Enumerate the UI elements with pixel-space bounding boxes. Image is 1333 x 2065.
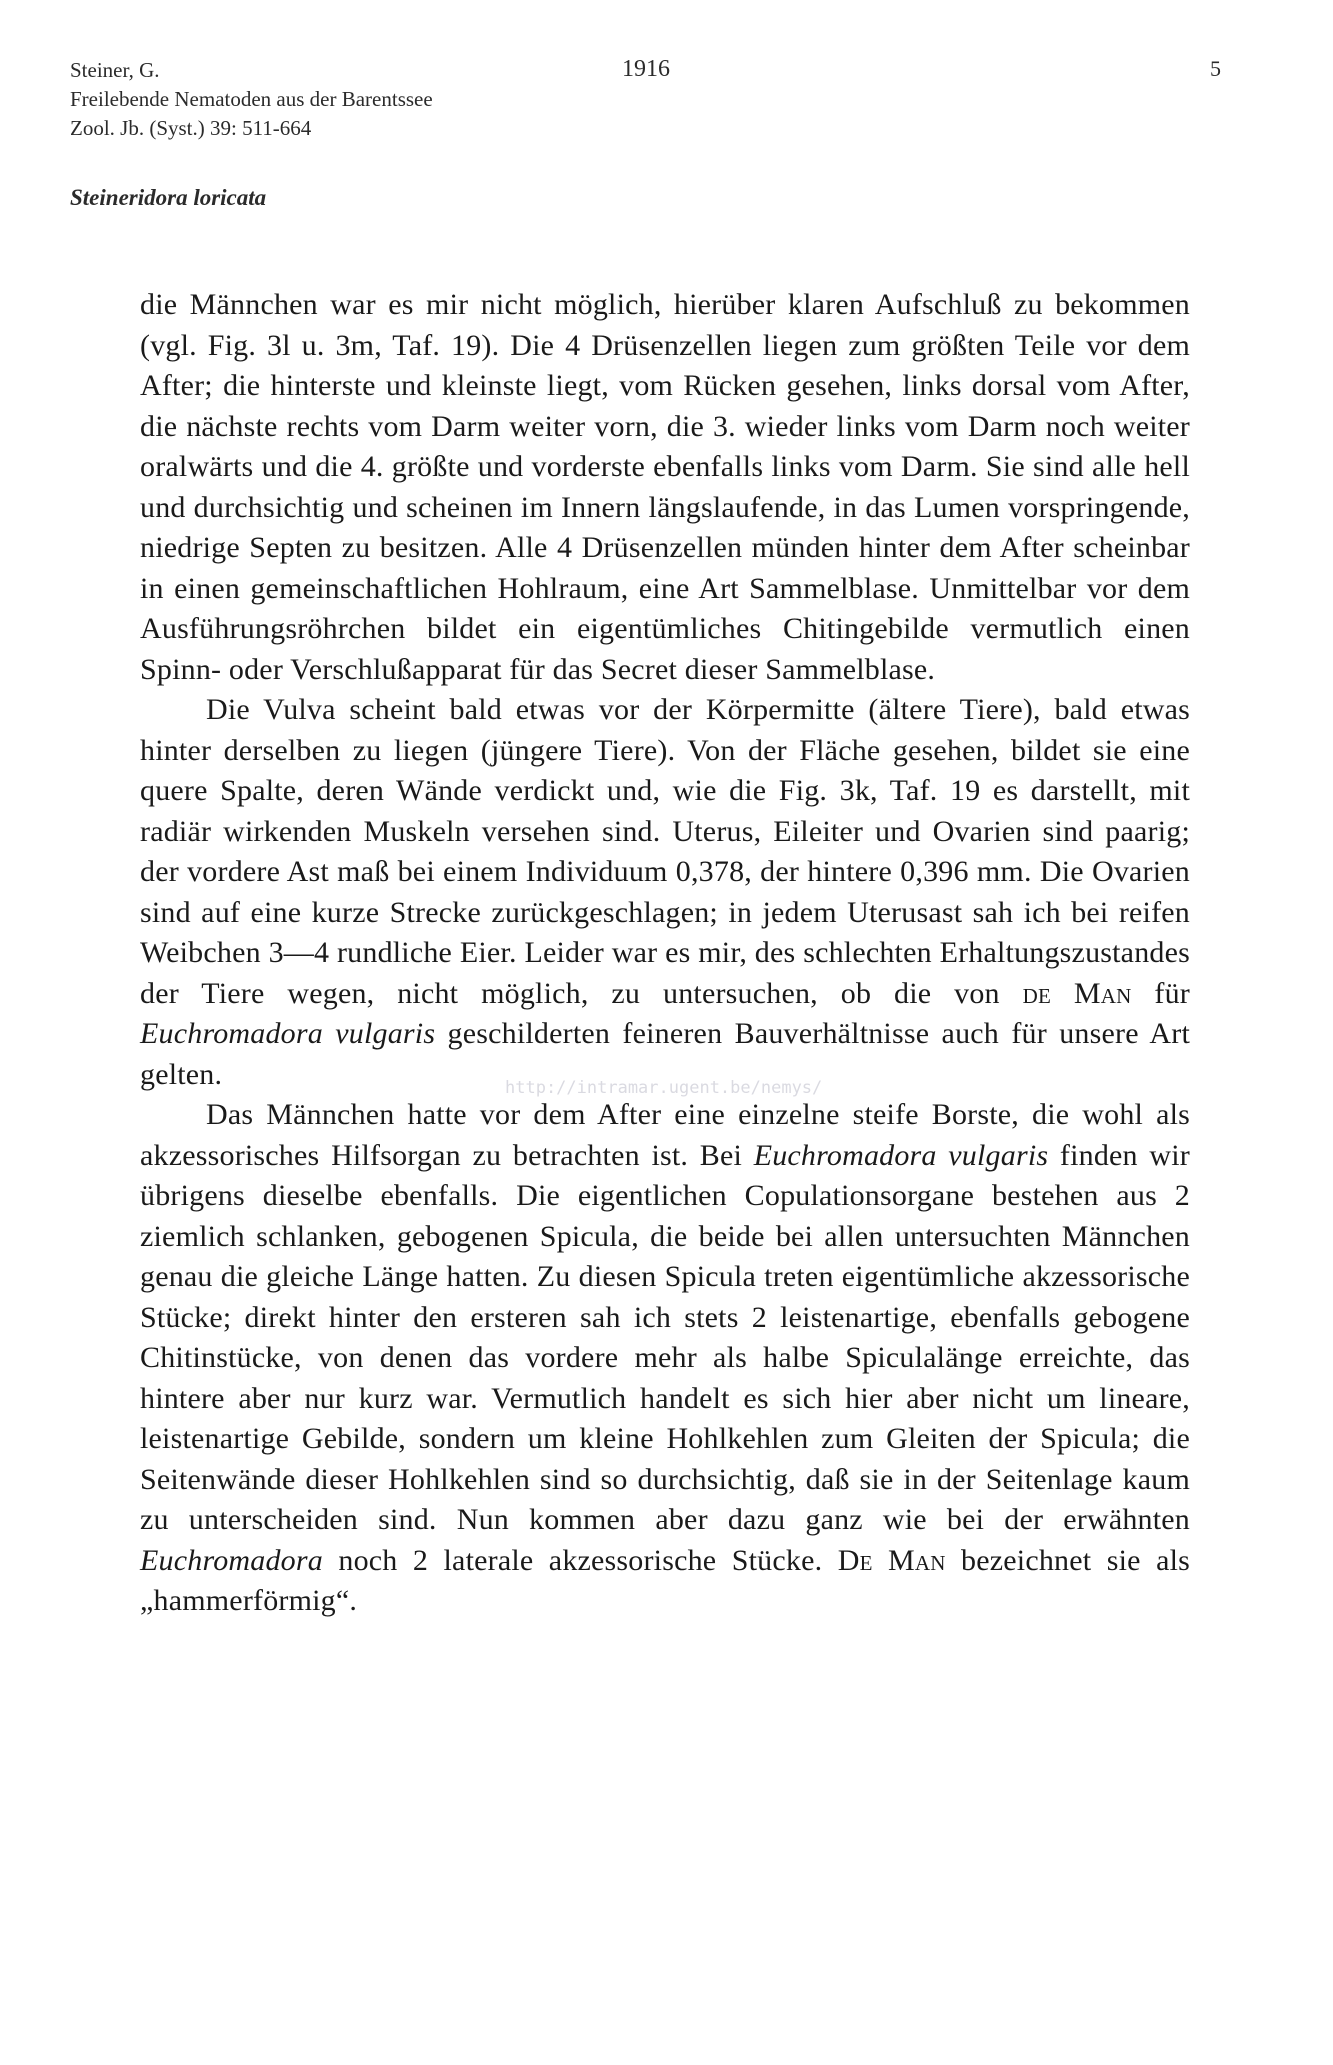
body-text	[140, 285, 1190, 1622]
journal-citation-line: Zool. Jb. (Syst.) 39: 511-664	[70, 116, 312, 140]
publication-year: 1916	[622, 56, 670, 82]
paragraph-text: bezeichnet sie als „hammerförmig“.	[140, 1543, 1190, 1617]
paragraph-text: noch 2 laterale akzessorische Stücke.	[322, 1543, 838, 1577]
paragraph-text: für	[1131, 976, 1190, 1010]
paragraph-text: Die Vulva scheint bald etwas vor der Körpermitte (ältere Tiere), bald etwas hinter derselben zu liegen (jüngere Tiere). Von der Fläche gesehen, bildet sie eine quere Spalte, deren Wände verdickt und, wie die Fig. 3k, Taf. 19 es darstellt, mit radiär wirkenden Muskeln versehen sind. Uterus, Eileiter und Ovarien sind paarig; der vordere Ast maß bei einem Individuum 0,378, der hintere 0,396 mm. Die Ovarien sind auf eine kurze Strecke zurückgeschlagen; in jedem Uterusast sah ich bei reifen Weibchen 3—4 rundliche Eier. Leider war es mir, des schlechten Erhaltungszustandes der Tiere wegen, nicht möglich, zu untersuchen, ob die von	[140, 693, 1190, 1010]
taxon-name: Euchromadora vulgaris	[753, 1138, 1049, 1172]
paragraph-text: geschilderten feineren Bauverhältnisse auch für unsere Art gelten.	[140, 1017, 1190, 1091]
paragraph-2	[140, 690, 1190, 1095]
paragraph-text: Das Männchen hatte vor dem After eine einzelne steife Borste, die wohl als akzessorisches Hilfsorgan zu betrachten ist. Bei	[140, 1098, 1190, 1172]
taxon-name: Euchromadora	[140, 1543, 323, 1577]
author-name: de Man	[1022, 976, 1132, 1010]
species-title: Steineridora loricata	[70, 185, 267, 210]
paragraph-text: die Männchen war es mir nicht möglich, hierüber klaren Aufschluß zu bekommen (vgl. Fig. 3l u. 3m, Taf. 19). Die 4 Drüsenzellen liegen zum größten Teile vor dem After; die hinterste und kleinste liegt, vom Rücken gesehen, links dorsal vom After, die nächste rechts vom Darm weiter vorn, die 3. wieder links vom Darm noch weiter oralwärts und die 4. größte und vorderste ebenfalls links vom Darm. Sie sind alle hell und durchsichtig und scheinen im Innern längslaufende, in das Lumen vorspringende, niedrige Septen zu besitzen. Alle 4 Drüsenzellen münden hinter dem After scheinbar in einen gemeinschaftlichen Hohlraum, eine Art Sammelblase. Unmittelbar vor dem Ausführungsröhrchen bildet ein eigentümliches Chitingebilde vermutlich einen Spinn- oder Verschlußapparat für das Secret dieser Sammelblase.	[140, 288, 1190, 686]
paragraph-1	[140, 285, 1190, 690]
citation-header	[70, 56, 433, 143]
watermark-url: http://intramar.ugent.be/nemys/	[505, 1078, 823, 1098]
paragraph-text: finden wir übrigens dieselbe ebenfalls. Die eigentlichen Copulationsorgane bestehen aus 2 ziemlich schlanken, gebogenen Spicula, die beide bei allen untersuchten Männchen genau die gleiche Länge hatten. Zu diesen Spicula treten eigentümliche akzessorische Stücke; direkt hinter den ersteren sah ich stets 2 leistenartige, ebenfalls gebogene Chitinstücke, von denen das vordere mehr als halbe Spiculalänge erreichte, das hintere aber nur kurz war. Vermutlich handelt es sich hier aber nicht um lineare, leistenartige Gebilde, sondern um kleine Hohlkehlen zum Gleiten der Spicula; die Seitenwände dieser Hohlkehlen sind so durchsichtig, daß sie in der Seitenlage kaum zu unterscheiden sind. Nun kommen aber dazu ganz wie bei der erwähnten	[140, 1138, 1190, 1536]
taxon-name: Euchromadora vulgaris	[140, 1017, 436, 1050]
author-name: De Man	[837, 1543, 946, 1577]
work-title-line: Freilebende Nematoden aus der Barentssee	[70, 87, 433, 111]
paragraph-3	[140, 1095, 1190, 1622]
page-number: 5	[1210, 56, 1221, 81]
author-line: Steiner, G.	[70, 58, 160, 82]
